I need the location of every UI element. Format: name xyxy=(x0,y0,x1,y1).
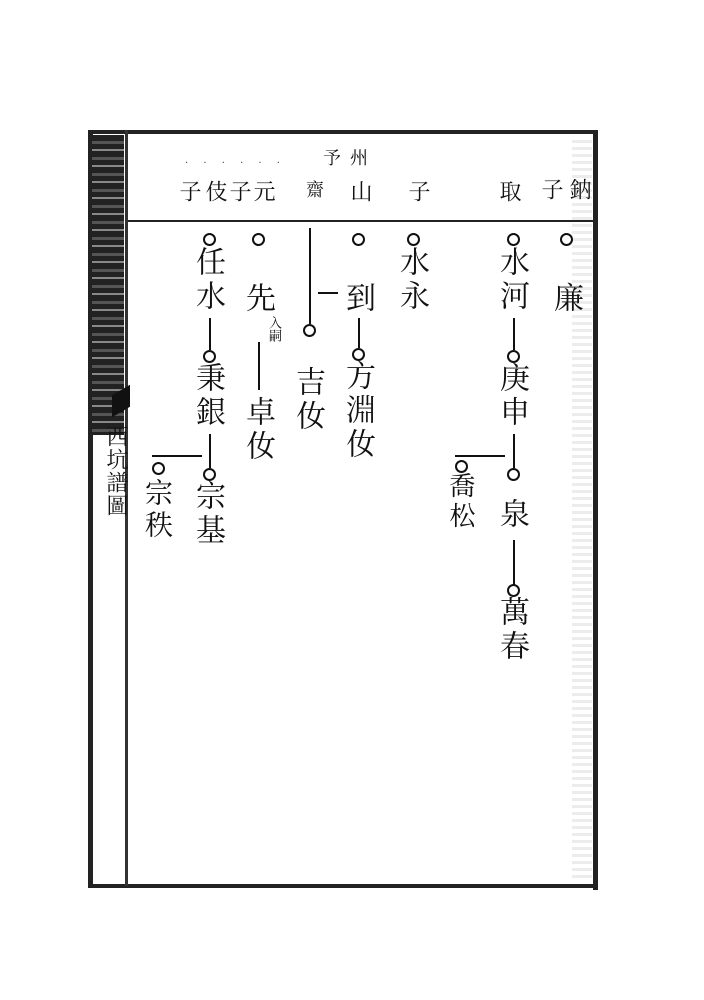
lineage-link xyxy=(513,540,515,586)
lineage-node xyxy=(352,233,365,246)
person-fangyuan-suffix: 㚢 xyxy=(340,428,375,462)
person-bingyin: 秉銀 xyxy=(190,362,225,430)
person-zongzhi: 宗秩 xyxy=(141,478,174,542)
lineage-node xyxy=(407,233,420,246)
header-dots: · · · · · · xyxy=(185,158,286,169)
frame-top-border xyxy=(88,130,596,134)
person-wanchun: 萬春 xyxy=(494,596,529,664)
lineage-node xyxy=(203,233,216,246)
lineage-node xyxy=(507,468,520,481)
adoption-note: 入嗣 xyxy=(266,316,281,342)
lineage-link xyxy=(358,318,360,348)
frame-right-border xyxy=(593,130,598,890)
person-renshui: 任水 xyxy=(190,246,225,314)
lineage-node xyxy=(252,233,265,246)
person-zongji: 宗基 xyxy=(190,480,225,548)
person-shuihe: 水河 xyxy=(494,246,529,314)
header-char-10: 子 xyxy=(176,180,201,202)
header-char-4: 子 xyxy=(405,180,430,202)
header-char-zhou: 州 xyxy=(347,148,368,166)
header-char-7: 元 xyxy=(250,180,275,202)
header-char-1: 鈉 xyxy=(566,178,591,200)
section-label: 西坑譜圖 xyxy=(103,425,128,517)
header-char-5: 山 xyxy=(347,180,372,202)
person-qiaosong: 喬松 xyxy=(445,472,475,532)
lineage-branch xyxy=(152,455,202,457)
header-char-yu: 予 xyxy=(320,148,341,166)
person-shuiyong: 水永 xyxy=(394,246,429,314)
lineage-branch xyxy=(455,455,505,457)
person-gengshen: 庚申 xyxy=(494,362,529,430)
person-fangyuan: 方淵 xyxy=(340,360,375,428)
person-zhuo: 卓㚢 xyxy=(240,396,275,464)
person-ji: 吉㚢 xyxy=(290,366,325,434)
header-char-9: 伎 xyxy=(202,180,227,202)
header-char-2: 子 xyxy=(538,178,563,200)
lineage-link xyxy=(209,318,211,350)
page-edge-shading xyxy=(572,140,592,880)
lineage-link xyxy=(513,318,515,350)
lineage-node xyxy=(152,462,165,475)
lineage-link xyxy=(513,434,515,468)
lineage-node xyxy=(560,233,573,246)
person-dao: 到 xyxy=(340,282,375,316)
header-char-3: 取 xyxy=(496,180,521,202)
lineage-node xyxy=(507,233,520,246)
frame-bottom-border xyxy=(88,884,598,888)
header-char-8: 子 xyxy=(226,180,251,202)
lineage-link xyxy=(309,228,311,324)
lineage-branch xyxy=(318,292,338,294)
person-xian: 先 xyxy=(240,282,275,316)
lineage-node xyxy=(303,324,316,337)
person-lian: 廉 xyxy=(548,282,583,316)
lineage-link xyxy=(258,342,260,390)
header-divider xyxy=(128,220,596,222)
person-quan: 泉 xyxy=(494,498,529,532)
lineage-link xyxy=(209,434,211,468)
header-char-6: 齋 xyxy=(303,180,324,198)
